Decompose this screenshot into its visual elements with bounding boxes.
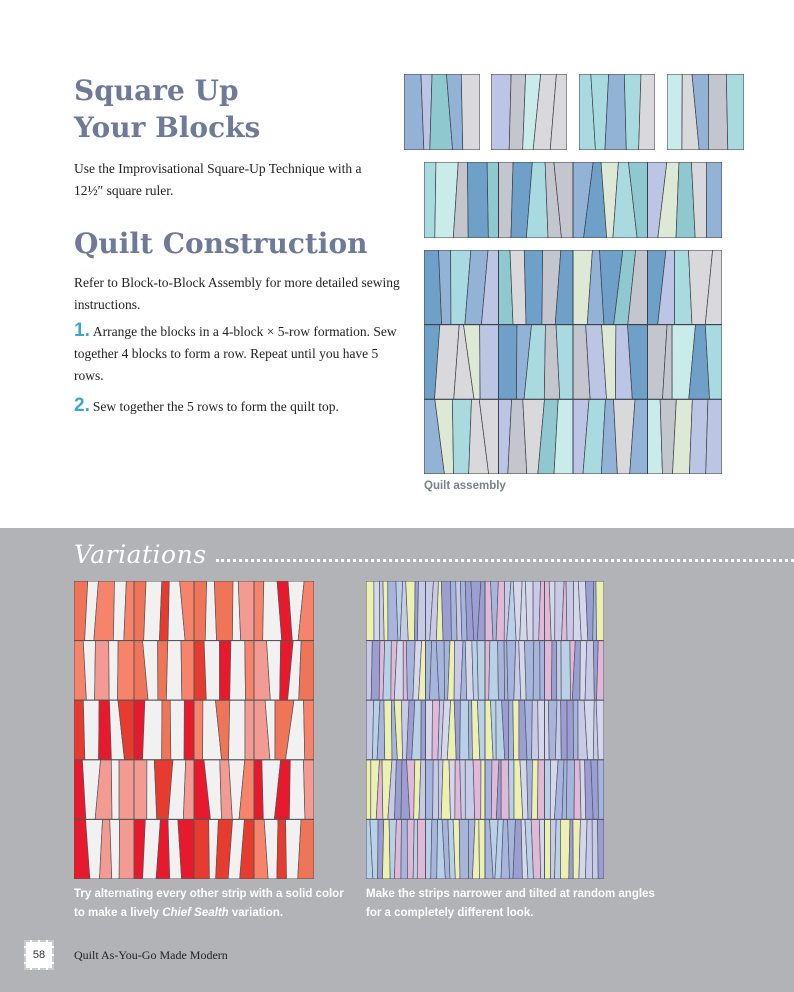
quilt-strip (510, 250, 526, 325)
quilt-strip (639, 74, 655, 150)
quilt-strip (303, 760, 314, 820)
quilt-strip (426, 700, 433, 760)
quilt-strip (689, 399, 708, 474)
square-block-1 (404, 74, 480, 150)
quilt-strip (245, 700, 254, 760)
row-sewn-illustration (424, 162, 722, 238)
quilt-strip (480, 325, 499, 400)
square-block-2 (491, 74, 567, 150)
step-2 (74, 395, 404, 418)
quilt-strip (706, 399, 722, 474)
quilt-assembly-illustration (424, 250, 722, 474)
quilt-strip (566, 760, 574, 820)
quilt-strip (473, 760, 481, 820)
quilt-strip (513, 700, 519, 760)
red-caption-text-1: Try alternating every other strip with a solid color to make a lively (74, 888, 344, 919)
quilt-strip (673, 399, 693, 474)
quilt-strip (366, 760, 371, 820)
quilt-strip (371, 641, 380, 701)
quilt-strip (538, 700, 545, 760)
quilt-strip (245, 641, 254, 701)
red-caption-name: Chief Sealth (162, 907, 229, 919)
quilt-strip (194, 819, 209, 879)
quilt-strip (421, 700, 426, 760)
quilt-strip (383, 641, 391, 701)
quilt-strip (254, 581, 264, 641)
step-1-text: Arrange the blocks in a 4-block × 5-row formation. Sew together 4 blocks to form a row. Repeat until you have 5 rows. (74, 324, 397, 383)
quilt-strip (624, 74, 641, 150)
square-block-3 (579, 74, 655, 150)
quilt-strip (708, 74, 727, 150)
quilt-strip (119, 760, 134, 820)
quilt-strip (170, 700, 184, 760)
quilt-strip (441, 581, 451, 641)
quilt-strip (424, 162, 436, 238)
quilt-strip (533, 641, 540, 701)
quilt-strip (229, 700, 245, 760)
quilt-strip (417, 581, 425, 641)
red-variation-caption (74, 885, 354, 923)
quilt-strip (95, 641, 110, 701)
quilt-strip (560, 819, 570, 879)
quilt-strip (220, 641, 231, 701)
heading-line-1: Square Up (74, 74, 239, 107)
quilt-strip (449, 760, 455, 820)
quilt-strip (109, 641, 118, 701)
quilt-strip (485, 760, 492, 820)
quilt-strip (461, 74, 480, 150)
quilt-strip (481, 760, 485, 820)
quilt-assembly-caption: Quilt assembly (424, 480, 506, 492)
quilt-strip (214, 581, 233, 641)
quilt-strip (557, 641, 562, 701)
quilt-strip (706, 162, 722, 238)
quilt-strip (561, 641, 571, 701)
quilt-strip (230, 641, 246, 701)
square-up-paragraph: Use the Improvisational Square-Up Technique with a 12½″ square ruler. (74, 161, 362, 198)
quilt-strip (277, 819, 287, 879)
quilt-strip (467, 162, 488, 238)
square-block-4 (667, 74, 744, 150)
quilt-strip (433, 760, 439, 820)
quilt-strip (605, 74, 626, 150)
variations-dotted-rule (216, 559, 794, 562)
quilt-strip (597, 641, 604, 701)
pastel-variation-quilt (366, 581, 604, 879)
red-caption-text-2: variation. (228, 907, 284, 919)
quilt-strip (166, 641, 181, 701)
quilt-strip (537, 760, 544, 820)
quilt-strip (726, 74, 744, 150)
quilt-strip (413, 819, 417, 879)
heading-quilt-construction: Quilt Construction (74, 227, 368, 260)
quilt-strip (459, 819, 469, 879)
quilt-strip (194, 581, 207, 641)
page-number: 58 (32, 949, 46, 961)
quilt-strip (487, 162, 498, 238)
quilt-strip (532, 760, 538, 820)
quilt-strip (524, 250, 542, 325)
step-1-number: 1. (74, 320, 90, 341)
quilt-strip (143, 700, 162, 760)
quilt-strip (383, 581, 388, 641)
quilt-strip (567, 700, 574, 760)
pastel-variation-caption: Make the strips narrower and tilted at random angles for a completely different look. (366, 888, 655, 919)
quilt-strip (181, 641, 194, 701)
quilt-strip (384, 700, 392, 760)
quilt-strip (304, 700, 314, 760)
quilt-strip (184, 700, 194, 760)
quilt-strip (491, 74, 511, 150)
quilt-strip (499, 325, 517, 400)
quilt-strip (561, 700, 567, 760)
heading-square-up (74, 72, 394, 146)
quilt-strip (289, 760, 305, 820)
quilt-strip (119, 819, 134, 879)
quilt-strip (134, 760, 147, 820)
quilt-strip (545, 760, 551, 820)
quilt-strip (596, 581, 604, 641)
quilt-strip (417, 819, 425, 879)
quilt-strip (111, 760, 119, 820)
quilt-strip (374, 581, 380, 641)
quilt-strip (426, 760, 434, 820)
quilt-strip (366, 581, 374, 641)
quilt-strip (404, 74, 424, 150)
quilt-strip (566, 581, 574, 641)
quilt-strip (524, 641, 533, 701)
quilt-strip (110, 819, 120, 879)
quilt-strip (498, 641, 505, 701)
heading-line-2: Your Blocks (74, 111, 261, 144)
quilt-strip (545, 819, 551, 879)
page-number-badge (24, 940, 54, 970)
quilt-strip (477, 641, 485, 701)
quilt-strip (667, 74, 682, 150)
quilt-strip (540, 641, 545, 701)
step-2-text: Sew together the 5 rows to form the quilt top. (92, 399, 339, 414)
quilt-strip (489, 641, 499, 701)
variations-title: Variations (74, 540, 207, 569)
quilt-strip (509, 760, 514, 820)
quilt-strip (598, 760, 604, 820)
quilt-strip (460, 700, 469, 760)
quilt-strip (194, 700, 203, 760)
step-2-number: 2. (74, 395, 90, 416)
quilt-strip (597, 819, 604, 879)
quilt-strip (545, 641, 552, 701)
quilt-strip (585, 819, 592, 879)
quilt-strip (144, 581, 162, 641)
quilt-strip (117, 641, 134, 701)
construction-intro: Refer to Block-to-Block Assembly for more detailed sewing instructions. (74, 275, 400, 312)
quilt-strip (83, 700, 99, 760)
quilt-strip (452, 399, 471, 474)
quilt-strip (299, 641, 314, 701)
quilt-strip (479, 819, 485, 879)
quilt-strip (585, 641, 594, 701)
quilt-strip (532, 700, 539, 760)
quilt-strip (401, 819, 408, 879)
quilt-strip (162, 700, 171, 760)
quilt-strip (499, 162, 514, 238)
quilt-strip (238, 581, 254, 641)
step-1 (74, 320, 404, 387)
red-variation-quilt (74, 581, 314, 879)
quilt-strip (501, 760, 509, 820)
quilt-strip (204, 641, 219, 701)
quilt-strip (573, 700, 578, 760)
book-title: Quilt As-You-Go Made Modern (74, 948, 228, 962)
quilt-strip (551, 641, 556, 701)
